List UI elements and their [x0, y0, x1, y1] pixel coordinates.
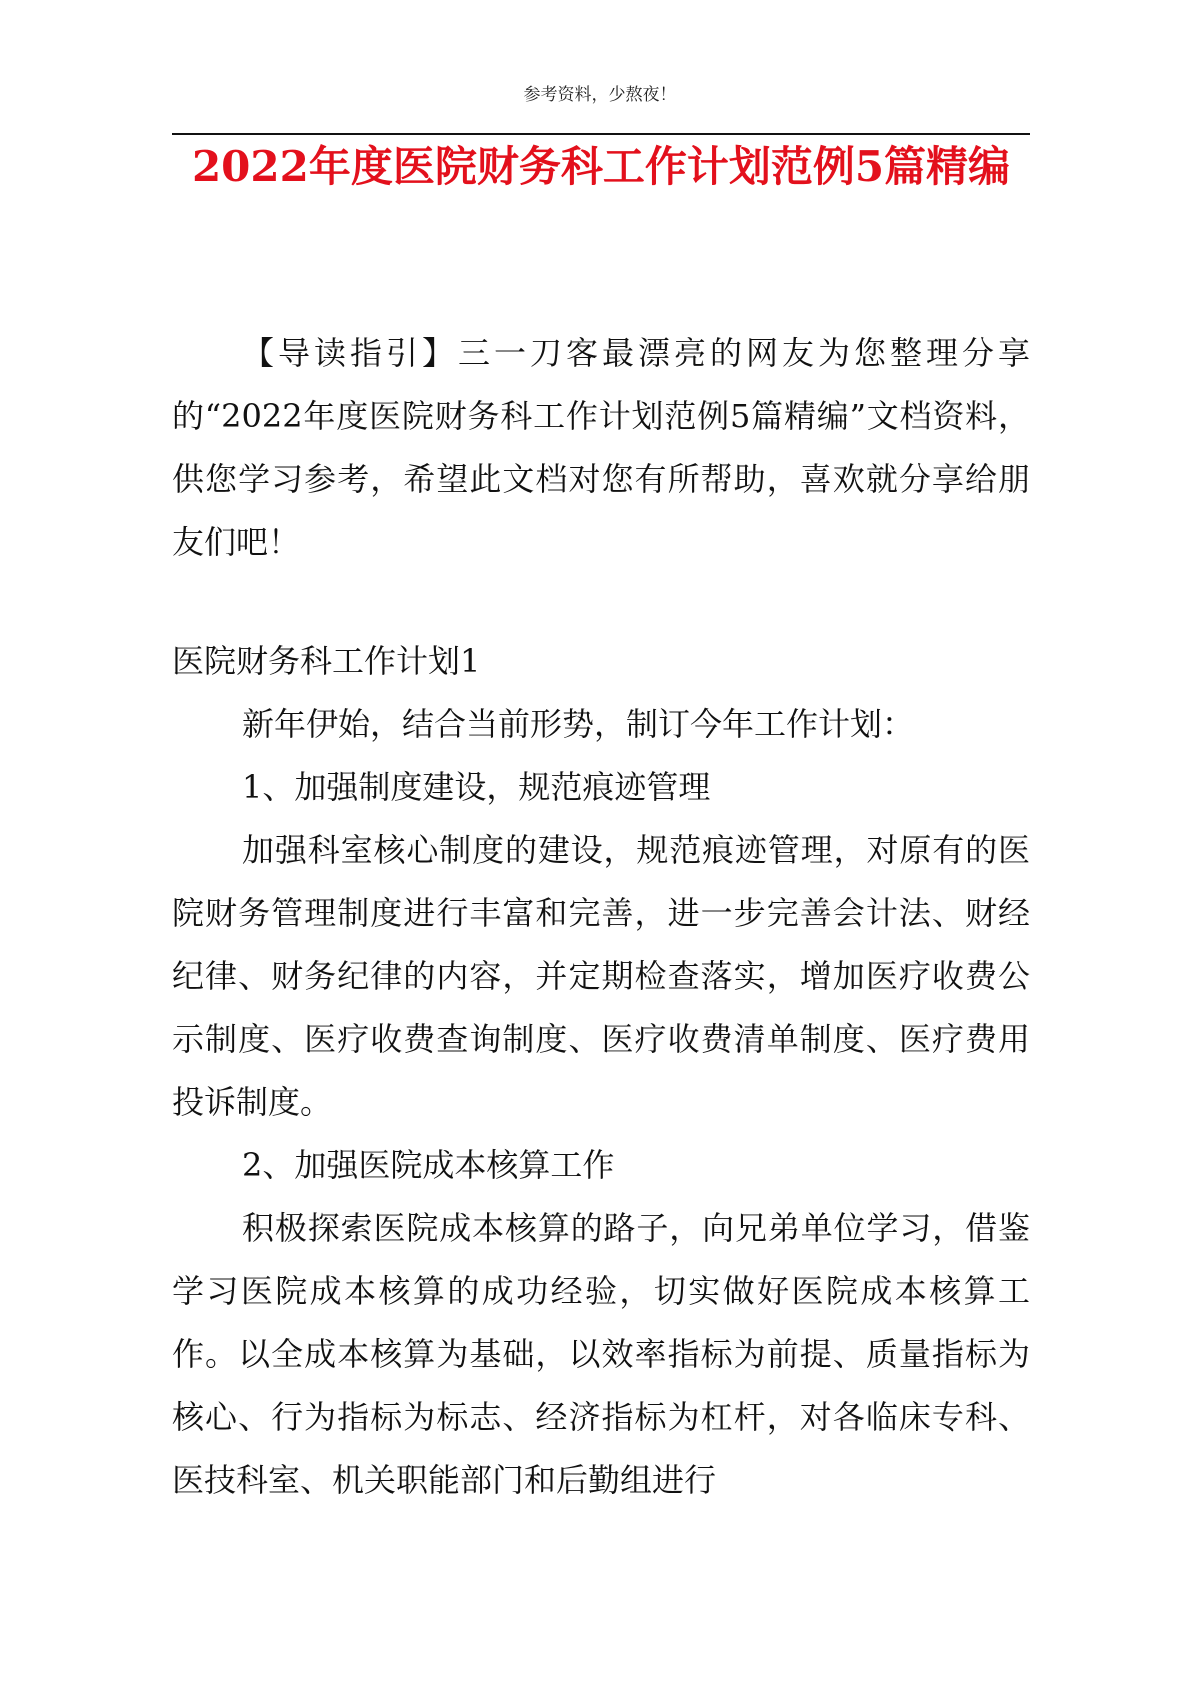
- page-header: 参考资料，少熬夜！: [523, 85, 677, 105]
- section-heading: 医院财务科工作计划1: [172, 642, 481, 680]
- body-paragraph: 积极探索医院成本核算的路子，向兄弟单位学习，借鉴学习医院成本核算的成功经验，切实做好医院成本核算工作。以全成本核算为基础，以效率指标为前提、质量指标为核心、行为指标为标志、经济指标为杠杆，对各临床专科、医技科室、机关职能部门和后勤组进行: [172, 1209, 1030, 1499]
- document-body: [172, 322, 1030, 1512]
- header-divider: [172, 133, 1030, 135]
- subheading: 1、加强制度建设，规范痕迹管理: [242, 768, 711, 806]
- body-paragraph: 加强科室核心制度的建设，规范痕迹管理，对原有的医院财务管理制度进行丰富和完善，进一步完善会计法、财经纪律、财务纪律的内容，并定期检查落实，增加医疗收费公示制度、医疗收费查询制度、医疗收费清单制度、医疗费用投诉制度。: [172, 831, 1030, 1121]
- document-title: 2022年度医院财务科工作计划范例5篇精编: [191, 142, 1011, 191]
- subheading: 2、加强医院成本核算工作: [242, 1146, 615, 1184]
- paragraph-spacer: [172, 574, 1030, 630]
- body-paragraph: 新年伊始，结合当前形势，制订今年工作计划：: [242, 705, 915, 743]
- intro-paragraph: 【导读指引】三一刀客最漂亮的网友为您整理分享的“2022年度医院财务科工作计划范例5篇精编”文档资料，供您学习参考，希望此文档对您有所帮助，喜欢就分享给朋友们吧！: [172, 334, 1030, 561]
